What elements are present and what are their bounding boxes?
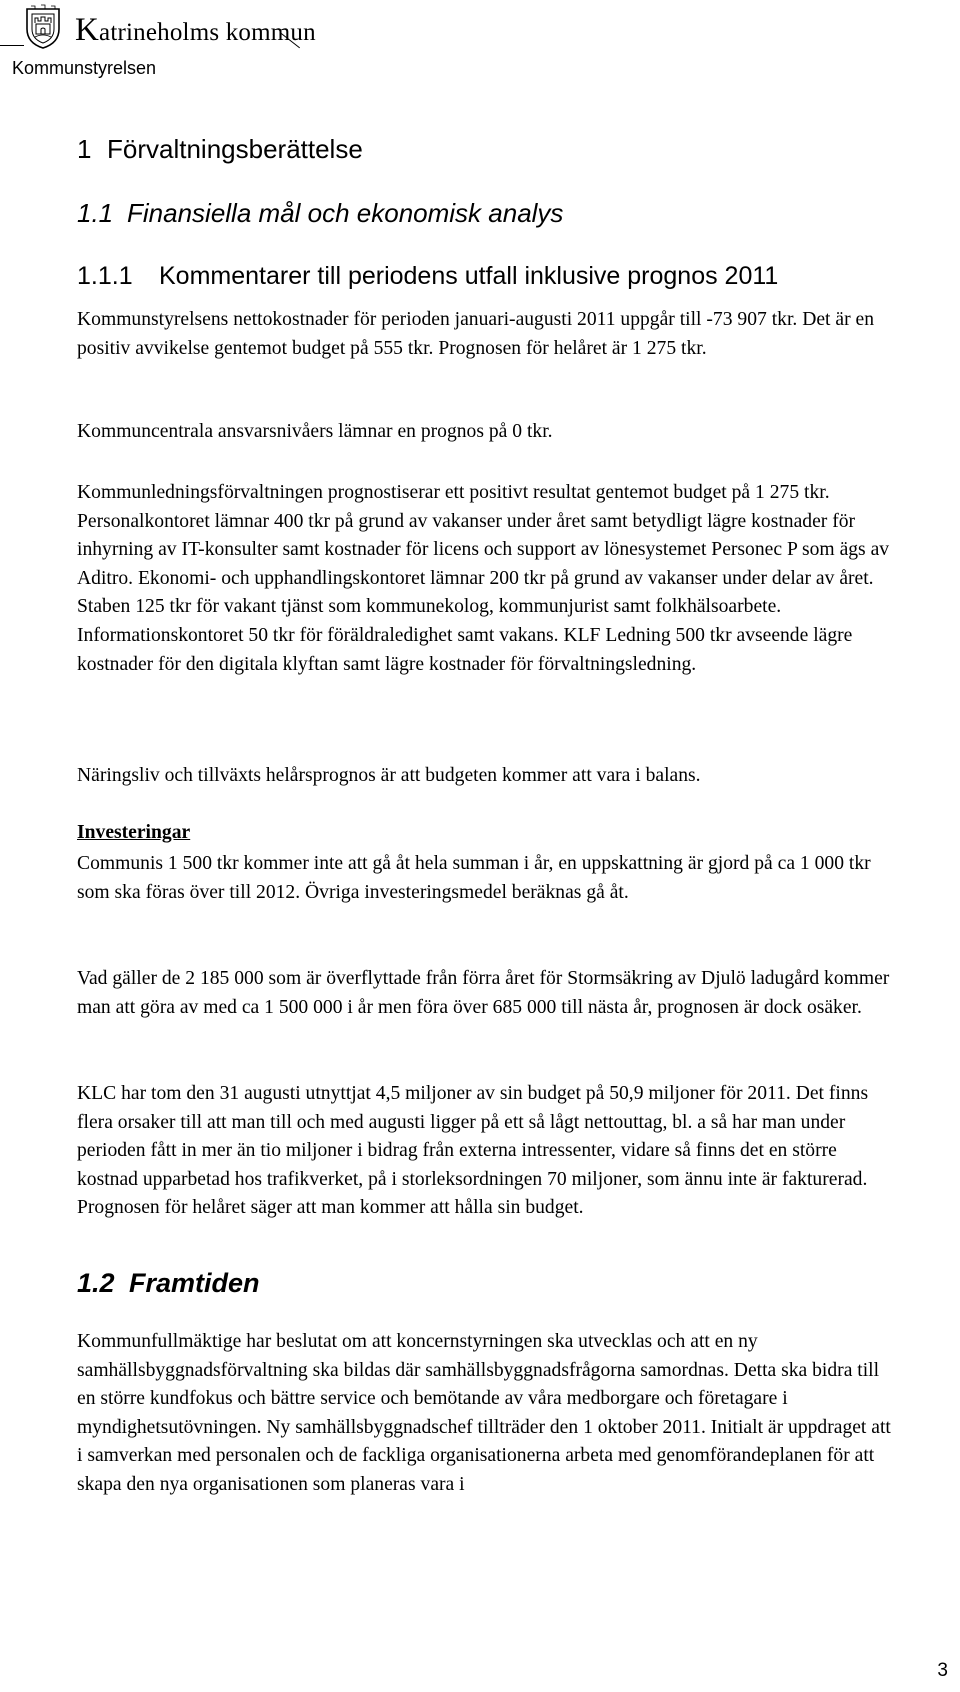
paragraph-kommuncentrala: Kommuncentrala ansvarsnivåers lämnar en prognos på 0 tkr. bbox=[77, 421, 553, 442]
paragraph-communis: Communis 1 500 tkr kommer inte att gå åt hela summan i år, en uppskattning är gjord på ca 1 000 tkr som ska föras över till 2012. Övriga investeringsmedel beräknas gå åt. bbox=[77, 853, 871, 903]
header-rule-left bbox=[0, 45, 24, 46]
heading-1-1-1: 1.1.1 Kommentarer till periodens utfall inklusive prognos 2011 bbox=[77, 262, 779, 290]
municipality-name: Katrineholms kommun bbox=[75, 12, 316, 48]
department-name: Kommunstyrelsen bbox=[12, 58, 157, 78]
page-number: 3 bbox=[937, 1660, 948, 1681]
paragraph-naringsliv: Näringsliv och tillväxts helårsprognos är att budgeten kommer att vara i balans. bbox=[77, 765, 701, 786]
paragraph-framtiden: Kommunfullmäktige har beslutat om att koncernstyrningen ska utvecklas och att en ny samhällsbyggnadsförvaltning ska bildas där samhällsbyggnadsfrågorna samordnas. Detta ska bidra till en större kundfokus och bättre service och bemötande av våra medborgare och företagare i myndighetsutövningen. Ny samhällsbyggnadschef tillträder den 1 oktober 2011. Initialt är uppdraget att i samverkan med personalen och de fackliga organisationerna arbeta med genomförandeplanen för att skapa den nya organisationen som planeras vara i bbox=[77, 1331, 891, 1495]
heading-1: 1 Förvaltningsberättelse bbox=[77, 134, 363, 164]
paragraph-klc: KLC har tom den 31 augusti utnyttjat 4,5 miljoner av sin budget på 50,9 miljoner för 2011. Det finns flera orsaker till att man till och med augusti ligger på ett så lågt nettouttag, bl. a så har man under perioden fått in mer än tio miljoner i bidrag från externa intressenter, vidare så finns det en större kostnad upparbetad hos trafikverket, på i storleksordningen 70 miljoner, som ännu inte är fakturerad. Prognosen för helåret säger att man kommer att hålla sin budget. bbox=[77, 1083, 869, 1219]
heading-1-1: 1.1 Finansiella mål och ekonomisk analys bbox=[77, 198, 564, 228]
municipal-crest-icon bbox=[23, 3, 63, 50]
page-header bbox=[0, 0, 960, 90]
paragraph-stormsakring: Vad gäller de 2 185 000 som är överflyttade från förra året för Stormsäkring av Djulö ladugård kommer man att göra av med ca 1 500 000 i år men föra över 685 000 till nästa år, prognosen är dock osäker. bbox=[77, 968, 890, 1018]
heading-1-2: 1.2 Framtiden bbox=[77, 1268, 260, 1298]
subheading-investeringar: Investeringar bbox=[77, 822, 191, 843]
paragraph-kommunledning: Kommunledningsförvaltningen prognostiserar ett positivt resultat gentemot budget på 1 275 tkr. Personalkontoret lämnar 400 tkr på grund av vakanser under året samt betydligt lägre kostnader för inhyrning av IT-konsulter samt kostnader för licens och support av lönesystemet Personec P som ägs av Aditro. Ekonomi- och upphandlingskontoret lämnar 200 tkr på grund av vakanser under delar av året. Staben 125 tkr för vakant tjänst som kommunekolog, kommunjurist samt folkhälsoarbete. Informationskontoret 50 tkr för föräldraledighet samt vakans. KLF Ledning 500 tkr avseende lägre kostnader för den digitala klyftan samt lägre kostnader för förvaltningsledning. bbox=[77, 482, 890, 675]
paragraph-netto: Kommunstyrelsens nettokostnader för perioden januari-augusti 2011 uppgår till -73 907 tkr. Det är en positiv avvikelse gentemot budget på 555 tkr. Prognosen för helåret är 1 275 tkr. bbox=[77, 309, 874, 359]
